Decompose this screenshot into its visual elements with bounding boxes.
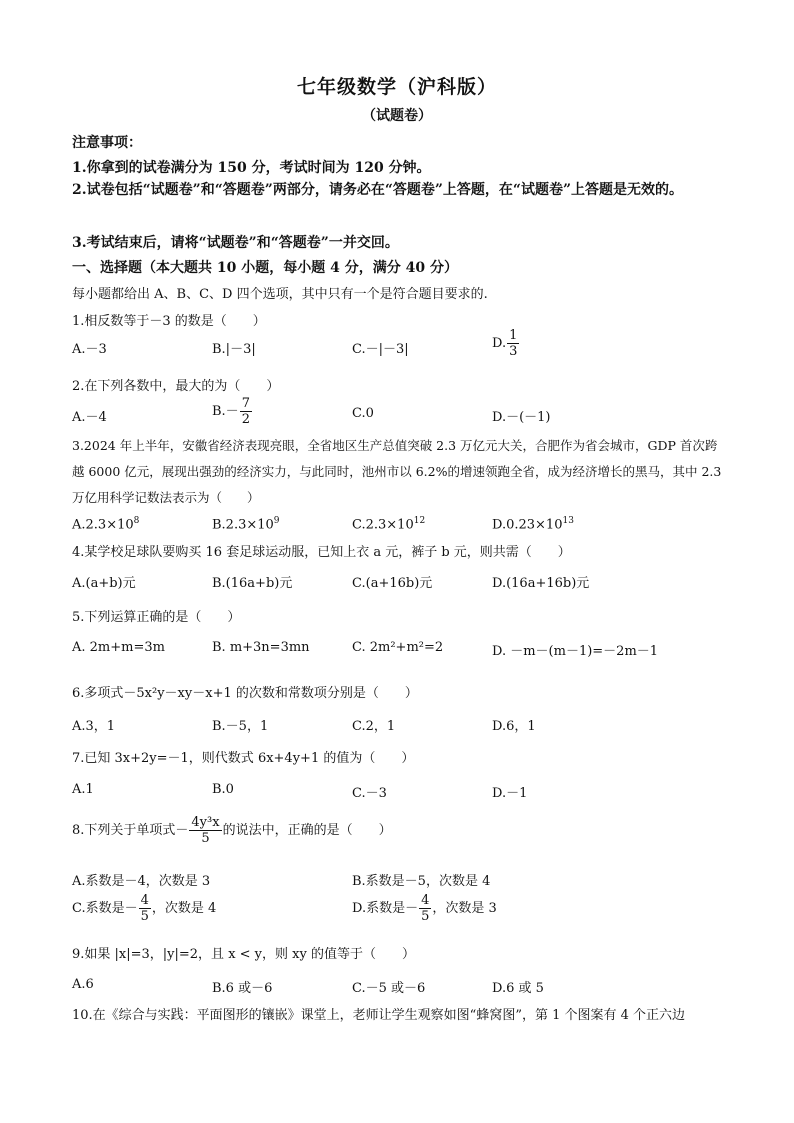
question-7-options: [72, 782, 722, 808]
option-d: D. －m－(m－1)=－2m－1: [492, 644, 659, 659]
option-a: A.－4: [72, 410, 107, 425]
option-c: C.－|－3|: [352, 342, 409, 357]
option-d: D.6 或 5: [492, 981, 544, 996]
option-d: D.系数是－ $\frac{4}{5}$ ，次数是 3: [352, 893, 497, 924]
option-d: D.(16a+16b)元: [492, 576, 590, 591]
option-d: D.6，1: [492, 719, 536, 734]
question-8-stem: 8.下列关于单项式－ $\frac{\text{4y³x}}{5}$ 的说法中，正确的是（ ）: [72, 815, 392, 846]
option-d: D.－1: [492, 786, 528, 801]
notice-heading: 注意事项：: [72, 135, 142, 151]
question-9-stem: 9.如果 |x|=3，|y|=2，且 x < y，则 xy 的值等于（ ）: [72, 947, 415, 962]
notice-item-2: 2.试卷包括“试题卷”和“答题卷”两部分，请务必在“答题卷”上答题，在“试题卷”上答题是无效的。: [72, 182, 684, 198]
question-6-stem: 6.多项式－5x²y－xy－x+1 的次数和常数项分别是（ ）: [72, 686, 418, 701]
page-title: 七年级数学（沪科版）: [296, 76, 497, 98]
option-a: A.6: [72, 977, 94, 992]
option-c: C.2，1: [352, 719, 396, 734]
option-d: $D.0.23\times 10^{13}$: [492, 516, 574, 533]
option-a: A.系数是－4，次数是 3: [72, 874, 211, 889]
option-b: B.|－3|: [212, 342, 256, 357]
question-1-stem: 1.相反数等于－3 的数是（ ）: [72, 314, 266, 329]
question-2-stem: 2.在下列各数中，最大的为（ ）: [72, 379, 280, 394]
option-a: $A.2.3\times 10^8$: [72, 516, 140, 533]
option-b: B.系数是－5，次数是 4: [352, 874, 491, 889]
option-c: $C.2.3\times 10^{12}$: [352, 516, 426, 533]
option-b: B.(16a+b)元: [212, 576, 293, 591]
option-c: C.0: [352, 406, 374, 421]
question-10-stem: 10.在《综合与实践：平面图形的镶嵌》课堂上，老师让学生观察如图“蜂窝图”，第 1 个图案有 4 个正六边: [72, 1008, 686, 1023]
page-subtitle: （试题卷）: [362, 108, 432, 124]
question-7-stem: 7.已知 3x+2y=－1，则代数式 6x+4y+1 的值为（ ）: [72, 751, 415, 766]
option-b: B.－ $\frac{7}{2}$: [212, 396, 250, 427]
option-d: D. $\frac{1}{3}$: [492, 328, 518, 359]
option-c: C. 2m²+m²=2: [352, 640, 444, 655]
question-4-options: [72, 572, 722, 598]
question-3-options: [72, 516, 722, 542]
question-2-options: [72, 396, 722, 432]
option-b: $B.2.3\times 10^9$: [212, 516, 280, 533]
question-9-options: [72, 977, 722, 1003]
option-c: C.(a+16b)元: [352, 576, 433, 591]
question-4-stem: 4.某学校足球队要购买 16 套足球运动服，已知上衣 a 元，裤子 b 元，则共需（ ）: [72, 545, 571, 560]
option-c: C.－3: [352, 786, 387, 801]
question-5-options: [72, 640, 722, 666]
question-5-stem: 5.下列运算正确的是（ ）: [72, 610, 241, 625]
option-b: B.0: [212, 782, 234, 797]
question-8-options-row-2: [72, 893, 722, 924]
option-d: D.－(－1): [492, 410, 551, 425]
option-b: B. m+3n=3mn: [212, 640, 310, 655]
option-b: B.－5，1: [212, 719, 269, 734]
question-1-options: [72, 328, 722, 364]
option-b: B.6 或－6: [212, 981, 273, 996]
option-a: A.－3: [72, 342, 107, 357]
question-3-stem: 3.2024 年上半年，安徽省经济表现亮眼，全省地区生产总值突破 2.3 万亿元大关，合肥作为省会城市，GDP 首次跨越 6000 亿元，展现出强劲的经济实力，与此同时，池州市以 6.2%的增速领跑全省，成为经济增长的黑马，其中 2.3 万亿用科学记数法表示为（ ）: [72, 438, 722, 505]
option-a: A. 2m+m=3m: [72, 640, 165, 655]
option-c: C.系数是－ $\frac{4}{5}$ ，次数是 4: [72, 893, 217, 924]
notice-item-1: 1.你拿到的试卷满分为 150 分，考试时间为 120 分钟。: [72, 160, 431, 176]
notice-item-3: 3.考试结束后，请将“试题卷”和“答题卷”一并交回。: [72, 235, 399, 251]
question-6-options: [72, 715, 722, 741]
option-a: A.3，1: [72, 719, 116, 734]
option-a: A.(a+b)元: [72, 576, 136, 591]
option-c: C.－5 或－6: [352, 981, 426, 996]
section-heading: 一、选择题（本大题共 10 小题，每小题 4 分，满分 40 分）: [72, 260, 458, 276]
section-instruction: 每小题都给出 A、B、C、D 四个选项，其中只有一个是符合题目要求的.: [72, 287, 488, 302]
option-a: A.1: [72, 782, 94, 797]
